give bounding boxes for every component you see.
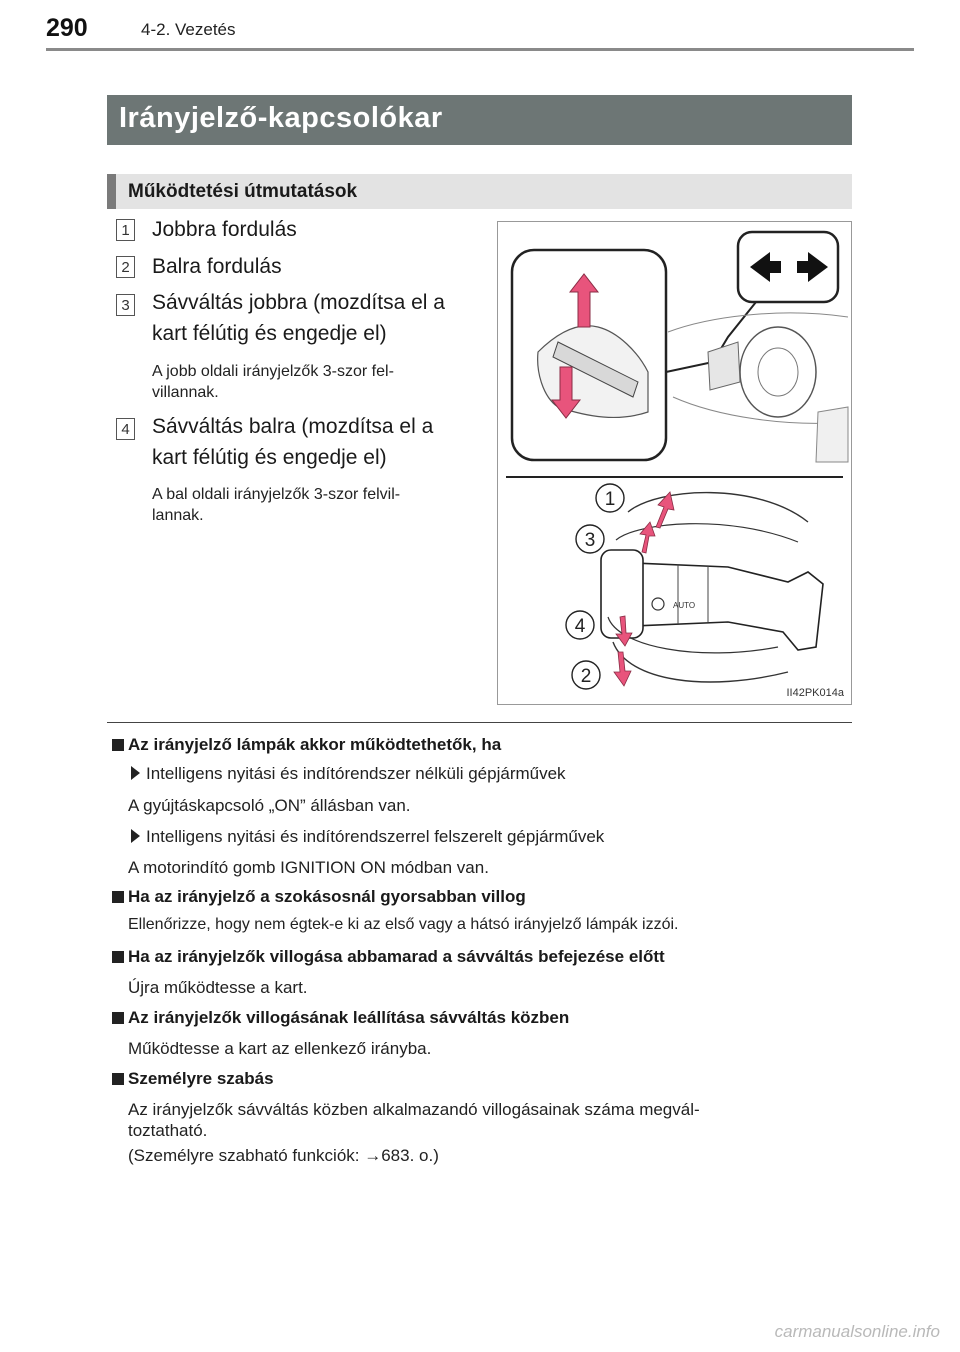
section-1-sub2: Intelligens nyitási és indítórendszerrel felszerelt gépjárművek [146, 827, 605, 846]
steering-wheel-sketch [740, 327, 816, 417]
callout-label-4: 4 [574, 616, 586, 637]
arc-position-1 [628, 493, 808, 522]
section-heading-2: Ha az irányjelző a szokásosnál gyorsabban villog [128, 887, 526, 906]
item-note-3-line1: A jobb oldali irányjelzők 3-szor fel- [152, 363, 394, 380]
item-number-3: 3 [116, 294, 135, 316]
section-1-body1: A gyújtáskapcsoló „ON” állásban van. [128, 796, 411, 815]
section-2-body: Ellenőrizze, hogy nem égtek-e ki az első vagy a hátsó irányjelző lámpák izzói. [128, 916, 679, 933]
section-heading-4: Az irányjelzők villogásának leállítása sávváltás közben [128, 1008, 570, 1027]
lever-illustration-svg [498, 222, 851, 704]
item-text-3-line1: Sávváltás jobbra (mozdítsa el a [152, 291, 445, 314]
section-1-body2: A motorindító gomb IGNITION ON módban van. [128, 858, 489, 877]
item-text-4-line2: kart félútig és engedje el) [152, 446, 387, 469]
lever-illustration [497, 221, 852, 705]
chapter-title: 4-2. Vezetés [141, 20, 236, 39]
item-number-4: 4 [116, 418, 135, 440]
header-rule [46, 48, 914, 51]
item-note-3-line2: villannak. [152, 384, 219, 401]
subsection-bar [107, 174, 852, 209]
section-title: Irányjelző-kapcsolókar [119, 102, 443, 134]
subsection-title: Működtetési útmutatások [128, 181, 358, 202]
arrow-right-full-icon [656, 492, 674, 528]
item-text-4-line1: Sávváltás balra (mozdítsa el a [152, 415, 434, 438]
item-number-2: 2 [116, 256, 135, 278]
callout-label-3: 3 [584, 530, 596, 551]
item-text-3-line2: kart félútig és engedje el) [152, 322, 387, 345]
figure-code: II42PK014a [786, 687, 844, 699]
item-text-2: Balra fordulás [152, 255, 282, 278]
cluster-sketch [708, 342, 740, 390]
section-heading-5: Személyre szabás [128, 1069, 274, 1088]
section-separator [107, 722, 852, 723]
section-bullet-1 [112, 739, 124, 751]
arc-position-2 [613, 642, 788, 682]
dashboard-line-1 [668, 313, 848, 332]
section-bullet-3 [112, 951, 124, 963]
arrow-left-full-icon [614, 652, 631, 686]
section-3-body: Újra működtesse a kart. [128, 978, 308, 997]
section-5-body-line2: toztatható. [128, 1121, 208, 1140]
section-title-bar [107, 95, 852, 145]
item-number-1: 1 [116, 219, 135, 241]
watermark: carmanualsonline.info [774, 1322, 940, 1341]
item-note-4-line1: A bal oldali irányjelzők 3-szor felvil- [152, 486, 401, 503]
auto-symbol-icon: AUTO [673, 601, 696, 610]
item-text-1: Jobbra fordulás [152, 218, 297, 241]
callout-label-2: 2 [580, 666, 592, 687]
item-note-4-line2: lannak. [152, 507, 204, 524]
triangle-bullet-icon [131, 766, 140, 780]
section-4-body: Működtesse a kart az ellenkező irányba. [128, 1039, 432, 1058]
section-5-body-line3: (Személyre szabható funkciók: →683. o.) [128, 1146, 439, 1165]
triangle-bullet-icon [131, 829, 140, 843]
section-1-sub1: Intelligens nyitási és indítórendszer nélküli gépjárművek [146, 764, 566, 783]
section-5-body-line1: Az irányjelzők sávváltás közben alkalmazandó villogásainak száma megvál- [128, 1100, 700, 1119]
section-bullet-4 [112, 1012, 124, 1024]
steering-hub-sketch [758, 348, 798, 396]
section-bullet-2 [112, 891, 124, 903]
callout-label-1: 1 [604, 489, 616, 510]
section-heading-1: Az irányjelző lámpák akkor működtethetők, ha [128, 735, 502, 754]
page-number: 290 [46, 14, 88, 42]
section-bullet-5 [112, 1073, 124, 1085]
subsection-bar-edge [107, 174, 116, 209]
console-sketch [816, 407, 848, 462]
section-heading-3: Ha az irányjelzők villogása abbamarad a sávváltás befejezése előtt [128, 947, 665, 966]
